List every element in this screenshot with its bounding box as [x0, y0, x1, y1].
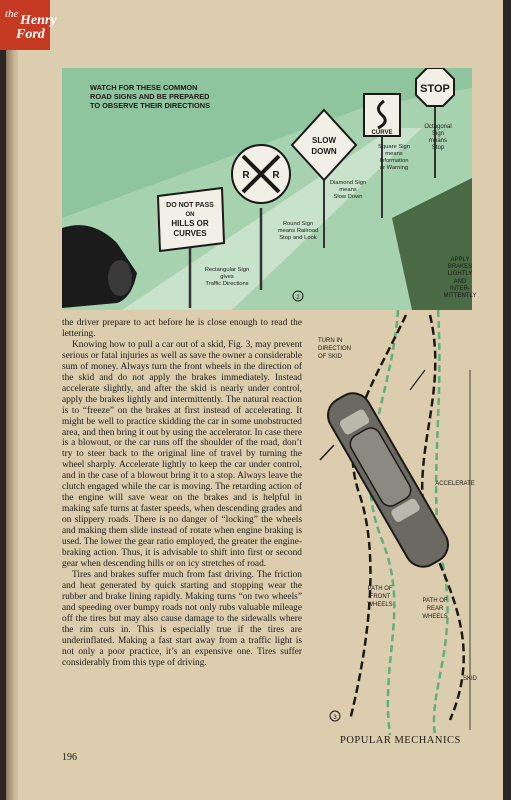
paragraph-1: the driver prepare to act before he is close enough to read the lettering. — [62, 318, 302, 339]
octagonal-caption-4: Stop — [431, 145, 445, 151]
rect-sign-text-3: HILLS OR — [171, 219, 209, 228]
brakes-arrow-icon — [410, 370, 425, 390]
turn-label — [318, 338, 351, 360]
brakes-line-2: BRAKES — [447, 264, 473, 271]
logo-henry: Henry — [20, 13, 57, 28]
car-wheel — [108, 260, 132, 296]
curve-sign-text: CURVE — [371, 130, 393, 136]
brakes-line-1: APPLY — [450, 257, 470, 263]
rr-sign-letter-2: R — [272, 170, 280, 181]
brakes-line-5: INTER- — [450, 285, 470, 292]
round-caption-1: Round Sign — [282, 221, 314, 227]
brakes-instruction — [440, 257, 480, 300]
slow-sign-text-1: SLOW — [312, 136, 336, 145]
rear-label-3: WHEELS — [422, 614, 448, 620]
turn-label-3: OF SKID — [318, 354, 343, 360]
illustration-heading-2: ROAD SIGNS AND BE PREPARED — [90, 92, 210, 101]
brakes-line-3: LIGHTLY — [447, 271, 473, 278]
square-caption-4: or Warning — [379, 165, 409, 171]
slow-sign-text-2: DOWN — [311, 147, 337, 156]
article-body — [62, 318, 302, 669]
rear-label-1: PATH OF — [422, 598, 448, 604]
illustration-heading-1: WATCH FOR THESE COMMON — [90, 83, 198, 92]
skid-label: SKID — [462, 676, 478, 682]
rect-caption-2: gives — [220, 274, 234, 280]
front-label-1: PATH OF — [367, 586, 393, 592]
figure-3-number: 3 — [333, 715, 337, 721]
logo-ford: Ford — [16, 27, 45, 42]
car-top-view — [321, 387, 454, 574]
paragraph-2: Knowing how to pull a car out of a skid, Fig. 3, may prevent serious or fatal injuries as well as save the owner a considerable sum of money. Always turn the front wheels in the direction of the skid and do not apply the brakes immediately. Instead accelerate slightly, and after the skid is nearly under control, apply the brakes lightly and intermittently. The natural reaction is to “freeze” on the brakes at first instead of accelerating. It might be well to practice skidding the car in some unobstructed area, and then bring it out by using the accelerator. In case there is a blowout, or the car runs off the shoulder of the road, don’t try to steer back to the original line of travel by turning the wheel sharply. Accelerate lightly to keep the car under control, and in the case of a blowout bring it to a stop. Always leave the clutch engaged while the car is moving. The retarding action of the engine will save wear on the brakes and is helpful in making safe turns at faster speeds, when descending grades and on slippery roads. There is no danger of “locking” the wheels and making them slide instead of rotate when engine braking is used. The lower the gear ratio employed, the greater the engine-braking action. Thus, it is advisable to shift into first or second gear when descending hills or on icy stretches of road. — [62, 339, 302, 569]
square-caption-2: means — [385, 151, 403, 157]
magazine-title: POPULAR MECHANICS — [340, 735, 461, 746]
front-label-3: WHEELS — [367, 602, 393, 608]
front-wheels-label — [367, 586, 393, 608]
henry-ford-logo — [0, 0, 57, 50]
octagonal-caption-3: means — [428, 138, 448, 144]
accelerate-label: ACCELERATE — [435, 481, 475, 487]
diamond-caption-1: Diamond Sign — [329, 180, 367, 186]
round-caption-3: Stop and Look — [279, 235, 317, 241]
rect-sign-text-2: ON — [185, 212, 195, 218]
logo-the: the — [5, 8, 19, 20]
rr-sign-letter-1: R — [242, 170, 250, 181]
brakes-line-6: MITTENTLY — [443, 293, 477, 300]
front-label-2: FRONT — [369, 594, 391, 600]
diamond-caption-3: Slow Down — [333, 194, 363, 200]
square-caption-3: Information — [379, 158, 409, 164]
rear-wheels-label — [422, 598, 448, 620]
brakes-line-4: AND — [453, 278, 467, 285]
square-caption-1: Square Sign — [378, 144, 410, 150]
page-number: 196 — [62, 752, 77, 763]
rear-label-2: REAR — [426, 606, 444, 612]
octagonal-caption-2: Sign — [431, 131, 445, 137]
paragraph-3: Tires and brakes suffer much from fast driving. The friction and heat generated by quick starting and stopping wear the rubber and brake lining rapidly. Making turns “on two wheels” and speeding over bumpy roads not only rubs valuable mileage off the tires but may also cause damage to the sidewalls where the rim cuts in. This is especially true if the tires are underinflated. Making a fast start away from a traffic light is not only a poor practice, it’s an expensive one. Tires suffer considerably from this type of driving. — [62, 569, 302, 668]
turn-label-2: DIRECTION — [318, 346, 351, 352]
road-signs-illustration — [62, 68, 472, 310]
rect-caption-1: Rectangular Sign — [204, 267, 250, 273]
octagonal-caption-1: Octagonal — [424, 124, 452, 130]
turn-arrow-icon — [320, 445, 334, 460]
round-caption-2: means Railroad — [277, 228, 319, 234]
rect-sign-text-1: DO NOT PASS — [166, 202, 214, 209]
stop-sign-text: STOP — [420, 83, 450, 95]
rect-sign-text-4: CURVES — [173, 229, 207, 238]
turn-label-1: TURN IN — [318, 338, 343, 344]
figure-2-number: 2 — [296, 295, 300, 301]
skid-diagram — [310, 310, 480, 735]
rect-caption-3: Traffic Directions — [205, 281, 249, 287]
illustration-heading-3: TO OBSERVE THEIR DIRECTIONS — [90, 101, 211, 110]
diamond-caption-2: means — [339, 187, 357, 193]
